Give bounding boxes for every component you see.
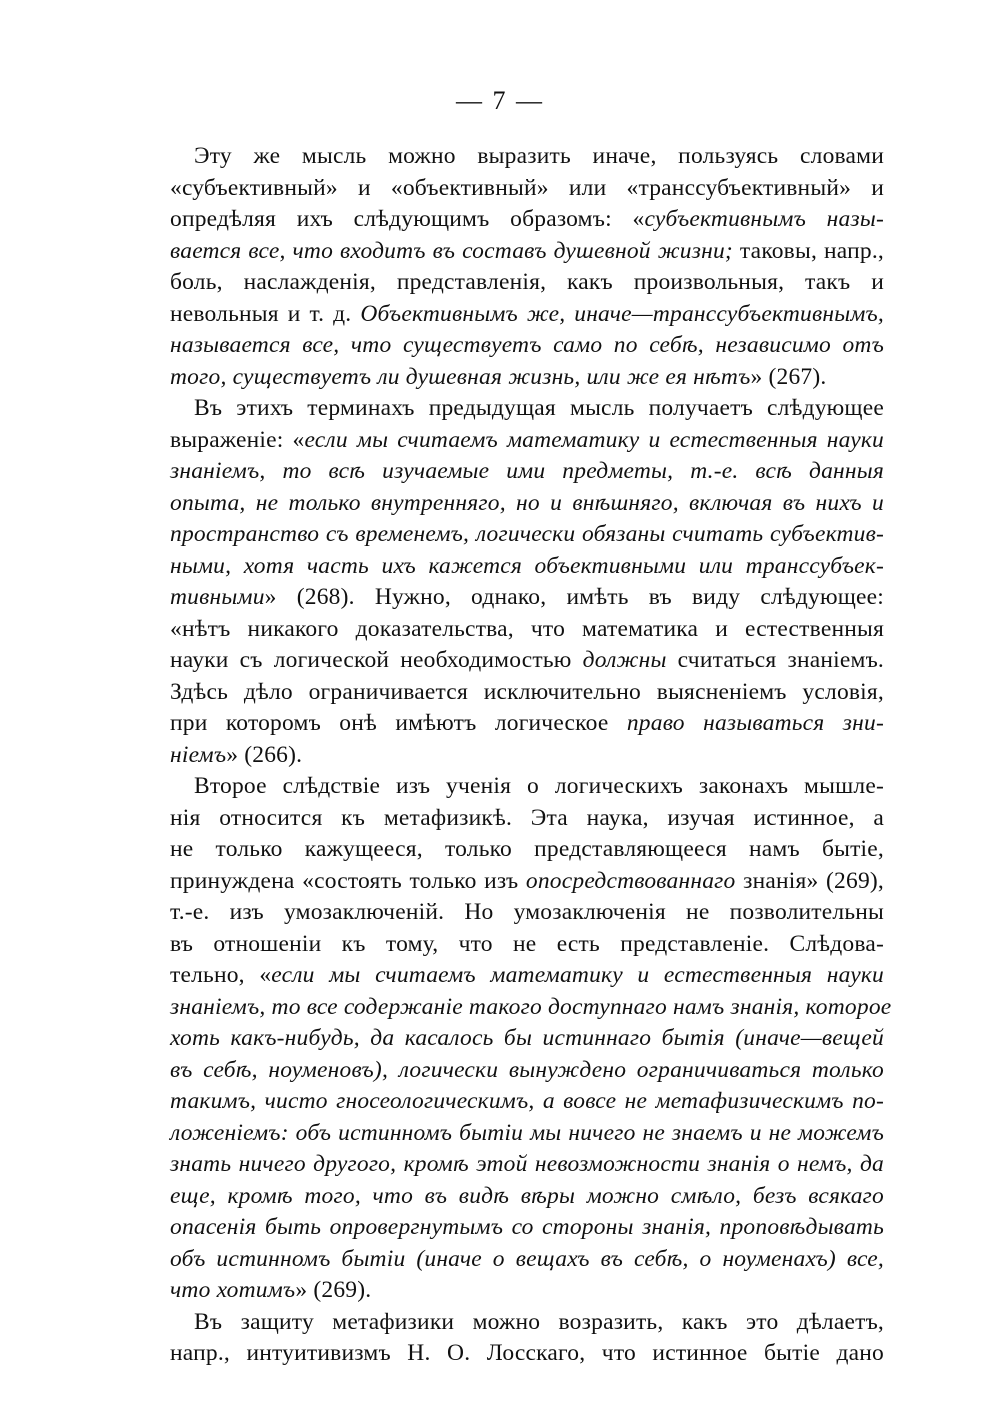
text-line: [170, 1181, 884, 1212]
italic-segment: вается все, что входитъ въ составъ душевной жизни;: [170, 237, 733, 264]
text-line: [170, 1055, 884, 1086]
text-segment: Эту же мысль можно выразить иначе, пользуясь словами: [194, 143, 884, 169]
italic-segment: опыта, не только внутренняго, но и внѣшняго, включая въ нихъ и: [170, 489, 884, 516]
text-segment: считаться знаніемъ.: [666, 647, 885, 673]
text-segment: » (268). Нужно, однако, имѣть въ виду слѣдующее:: [264, 584, 884, 610]
text-segment: Второе слѣдствіе изъ ученія о логическихъ законахъ мышле-: [194, 773, 884, 799]
text-line: [170, 425, 884, 456]
text-segment: принуждена «состоять только изъ: [170, 867, 526, 894]
text-line: [194, 393, 884, 424]
text-segment: Здѣсь дѣло ограничивается исключительно выясненіемъ условія,: [170, 678, 884, 705]
italic-segment: ными, хотя часть ихъ кажется объективными или транссубъек-: [170, 552, 884, 579]
text-line: [170, 330, 884, 361]
text-line: [170, 960, 884, 991]
italic-segment: что хотимъ: [170, 1277, 296, 1303]
text-line: [170, 1338, 884, 1369]
text-segment: нія относится къ метафизикѣ. Эта наука, изучая истинное, а: [170, 804, 884, 831]
text-segment: таковы, напр.,: [732, 237, 884, 264]
text-line: [170, 645, 884, 676]
text-line: [170, 1244, 884, 1275]
italic-segment: хоть какъ-нибудь, да касалось бы истиннаго бытія (иначе—вещей: [170, 1025, 884, 1051]
text-segment: въ отношеніи къ тому, что не есть представленіе. Слѣдова-: [170, 930, 884, 957]
text-segment: » (267).: [750, 363, 827, 390]
text-segment: «субъективный» и «объективный» или «транссубъективный» и: [170, 174, 884, 201]
italic-segment: пространство съ временемъ, логически обязаны считать субъектив-: [170, 521, 884, 547]
text-line: [170, 834, 884, 865]
italic-segment: знать ничего другого, кромѣ этой невозможности знанія о немъ, да: [170, 1151, 884, 1177]
text-segment: невольныя и т. д.: [170, 300, 361, 327]
italic-segment: знаніемъ, то все содержаніе такого доступнаго намъ знанія, которое: [170, 993, 892, 1020]
text-line: [170, 519, 884, 550]
text-line: [170, 708, 884, 739]
text-line: [170, 897, 884, 928]
italic-segment: если мы считаемъ математику и естественныя науки: [271, 962, 885, 988]
italic-segment: ніемъ: [170, 741, 227, 768]
text-segment: опредѣляя ихъ слѣдующимъ образомъ: «: [170, 206, 645, 232]
italic-segment: должны: [582, 647, 667, 673]
italic-segment: опосредствованнаго: [525, 867, 736, 894]
italic-segment: объ истинномъ бытіи (иначе о вещахъ въ себѣ, о ноуменахъ) все,: [170, 1245, 884, 1272]
text-segment: знанія» (269),: [735, 867, 884, 894]
text-segment: Въ защиту метафизики можно возразить, какъ это дѣлаетъ,: [194, 1308, 884, 1335]
text-line: [194, 1307, 884, 1338]
text-line: [194, 141, 884, 172]
text-line: [170, 803, 884, 834]
text-segment: Въ этихъ терминахъ предыдущая мысль получаетъ слѣдующее: [194, 395, 884, 421]
text-line: [170, 173, 884, 204]
italic-segment: опасенія быть опровергнутымъ со стороны знанія, проповѣдывать: [170, 1214, 884, 1240]
text-segment: не только кажущееся, только представляющееся намъ бытіе,: [170, 836, 884, 862]
text-line: [170, 1086, 884, 1117]
italic-segment: субъективнымъ назы-: [644, 206, 884, 232]
text-segment: при которомъ онѣ имѣютъ логическое: [170, 710, 627, 736]
text-segment: т.-е. изъ умозаключеній. Но умозаключенія не позволительны: [170, 899, 884, 925]
text-line: [170, 740, 884, 771]
italic-segment: ложеніемъ: объ истинномъ бытіи мы ничего не знаемъ и не можемъ: [170, 1119, 884, 1146]
italic-segment: такимъ, чисто гносеологическимъ, а вовсе не метафизическимъ по-: [170, 1088, 884, 1114]
text-line: [170, 614, 884, 645]
text-segment: «нѣтъ никакого доказательства, что математика и естественныя: [170, 615, 884, 642]
italic-segment: знаніемъ, то всѣ изучаемые ими предметы, т.-е. всѣ данныя: [170, 458, 884, 484]
text-line: [170, 677, 884, 708]
text-line: [170, 204, 884, 235]
text-line: [170, 488, 884, 519]
text-line: [170, 267, 884, 298]
italic-segment: Объективнымъ же, иначе—транссубъективнымъ,: [360, 300, 885, 327]
text-segment: напр., интуитивизмъ Н. О. Лосскаго, что истинное бытіе дано: [170, 1340, 884, 1366]
text-segment: выраженіе: «: [170, 426, 305, 453]
italic-segment: того, существуетъ ли душевная жизнь, или же ея нѣтъ: [170, 363, 751, 390]
text-line: [170, 1275, 884, 1306]
text-line: [170, 929, 884, 960]
text-line: [170, 362, 884, 393]
italic-segment: еще, кромѣ того, что въ видѣ вѣры можно смѣло, безъ всякаго: [170, 1182, 884, 1209]
text-line: [170, 299, 884, 330]
text-line: [170, 866, 884, 897]
text-line: [170, 551, 884, 582]
text-line: [170, 1212, 884, 1243]
text-segment: тельно, «: [170, 962, 272, 988]
text-segment: науки съ логической необходимостью: [170, 647, 583, 673]
text-line: [170, 582, 884, 613]
text-segment: боль, наслажденія, представленія, какъ произвольныя, такъ и: [170, 269, 884, 295]
text-line: [170, 1118, 884, 1149]
italic-segment: въ себѣ, ноуменовъ), логически вынуждено ограничиваться только: [170, 1056, 884, 1083]
text-line: [170, 456, 884, 487]
page-number: — 7 —: [456, 86, 544, 115]
text-line: [170, 992, 892, 1023]
italic-segment: право называться зни-: [626, 710, 884, 736]
italic-segment: тивными: [170, 584, 265, 610]
text-line: [170, 1149, 884, 1180]
text-segment: » (266).: [226, 741, 303, 768]
italic-segment: называется все, что существуетъ само по себѣ, независимо отъ: [170, 332, 884, 358]
text-segment: » (269).: [295, 1277, 372, 1303]
text-line: [170, 1023, 884, 1054]
text-line: [194, 771, 884, 802]
text-line: [170, 236, 884, 267]
italic-segment: если мы считаемъ математику и естественныя науки: [304, 426, 885, 453]
